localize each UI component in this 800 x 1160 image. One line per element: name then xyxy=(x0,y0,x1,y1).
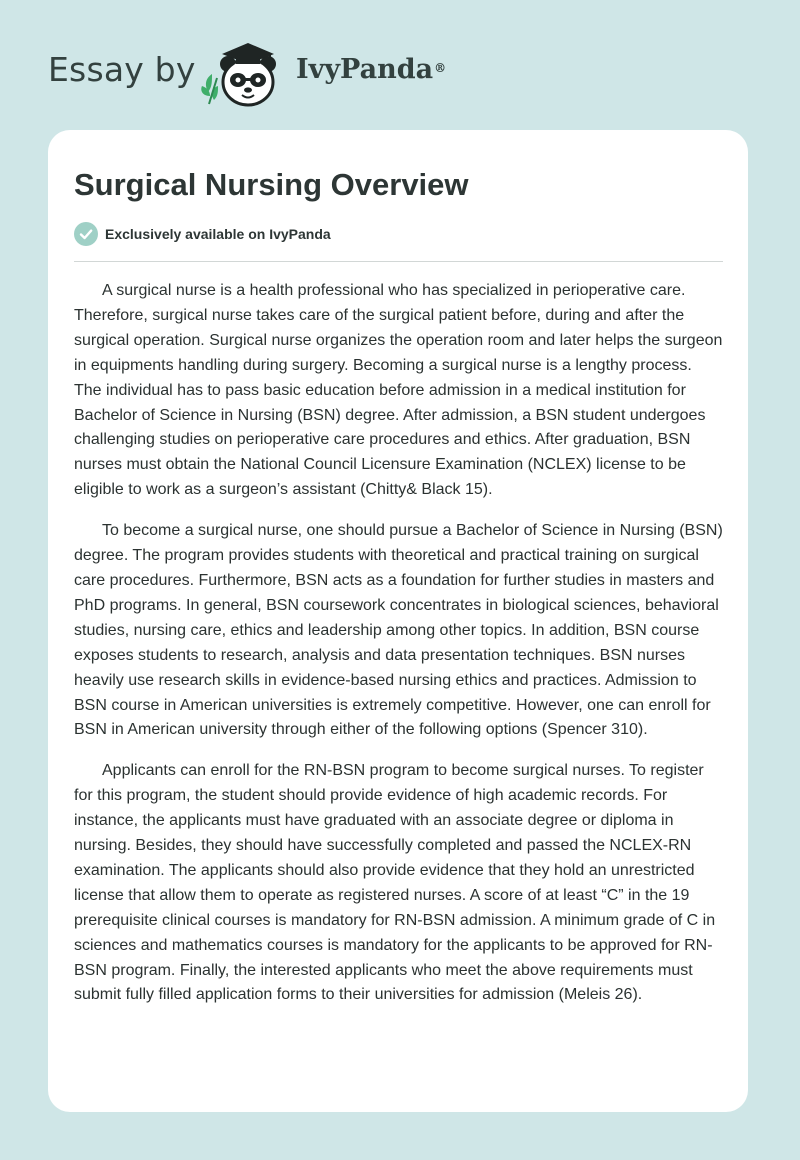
check-circle-icon xyxy=(74,222,98,246)
exclusive-badge xyxy=(74,222,331,246)
exclusive-badge-text: Exclusively available on IvyPanda xyxy=(105,226,331,242)
page-title: Surgical Nursing Overview xyxy=(74,167,469,202)
title-divider xyxy=(74,261,723,262)
essay-paragraph: A surgical nurse is a health professional who has specialized in perioperative care. Therefore, surgical nurse takes care of the surgical patient before, during and after the surgical operation. Surgical nurse organizes the operation room and later helps the surgeon in equipments handling during surgery. Becoming a surgical nurse is a lengthy process. The individual has to pass basic education before admission in a medical institution for Bachelor of Science in Nursing (BSN) degree. After admission, a BSN student undergoes challenging studies on perioperative care procedures and ethics. After graduation, BSN nurses must obtain the National Council Licensure Examination (NCLEX) license to be eligible to work as a surgeon’s assistant (Chitty& Black 15). xyxy=(74,282,723,499)
essay-paragraph: To become a surgical nurse, one should pursue a Bachelor of Science in Nursing (BSN) degree. The program provides students with theoretical and practical training on surgical care procedures. Furthermore, BSN acts as a foundation for further studies in masters and PhD programs. In general, BSN coursework concentrates in biological sciences, behavioral studies, nursing care, ethics and leadership among other topics. In addition, BSN course exposes students to research, analysis and data presentation techniques. BSN nurses heavily use research skills in evidence-based nursing ethics and practices. Admission to BSN course in American universities is extremely competitive. However, one can enroll for BSN in American university through either of the following options (Spencer 310). xyxy=(74,522,723,739)
brand-name[interactable]: IvyPanda® xyxy=(296,54,447,85)
essay-card xyxy=(48,130,748,1112)
essay-body xyxy=(74,279,723,1024)
brand-prefix: Essay by xyxy=(48,50,196,89)
registered-mark: ® xyxy=(434,61,447,75)
site-header xyxy=(0,0,800,130)
panda-graduate-logo-icon[interactable] xyxy=(200,34,296,110)
essay-paragraph: Applicants can enroll for the RN-BSN program to become surgical nurses. To register for this program, the student should provide evidence of high academic records. For instance, the applicants must have graduated with an associate degree or diploma in nursing. Besides, they should have successfully completed and passed the NCLEX-RN examination. The applicants should also provide evidence that they hold an unrestricted license that allow them to operate as registered nurses. A score of at least “C” in the 19 prerequisite clinical courses is mandatory for RN-BSN admission. A minimum grade of C in sciences and mathematics courses is mandatory for the applicants to be approved for RN-BSN program. Finally, the interested applicants who meet the above requirements must submit fully filled application forms to their universities for admission (Meleis 26). xyxy=(74,762,716,1004)
